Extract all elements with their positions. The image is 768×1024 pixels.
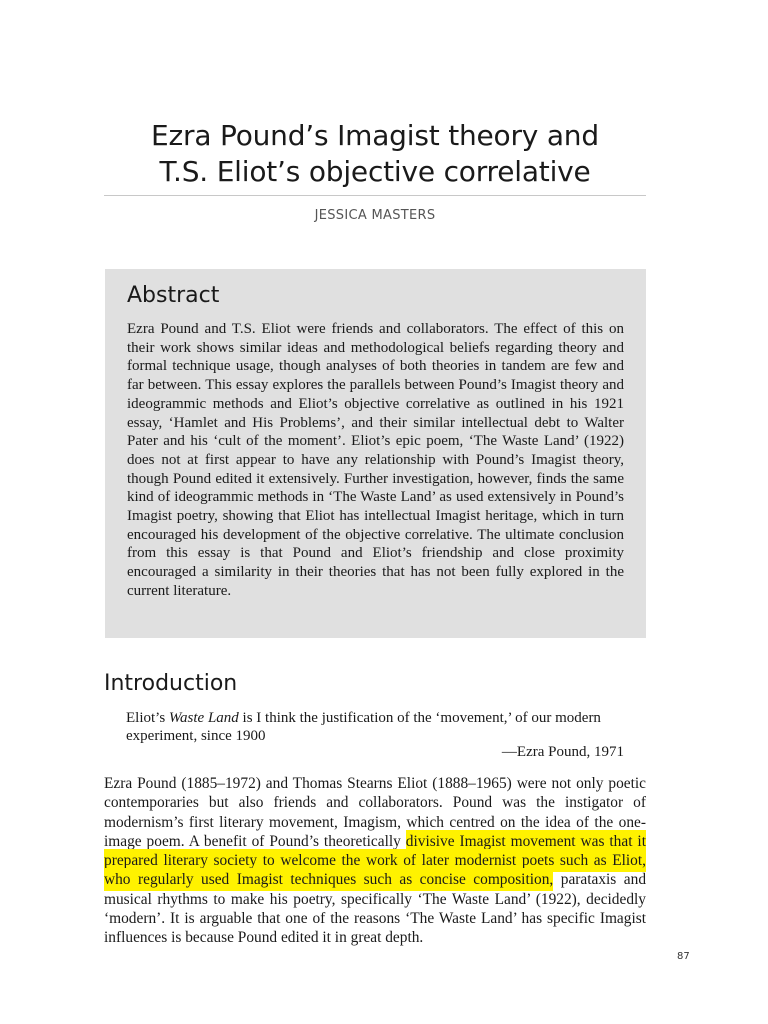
author-name: JESSICA MASTERS [314, 208, 436, 223]
abstract-box [105, 269, 646, 638]
epigraph-attribution: —Ezra Pound, 1971 [501, 744, 624, 760]
epigraph-text-start: Eliot’s [126, 710, 169, 726]
page-number: 87 [677, 951, 690, 962]
article-title-line-2: T.S. Eliot’s objective correlative [159, 155, 591, 188]
title-divider [104, 195, 646, 196]
article-title [104, 118, 646, 190]
introduction-paragraph [104, 774, 646, 948]
introduction-heading: Introduction [104, 671, 238, 696]
abstract-text: Ezra Pound and T.S. Eliot were friends and collaborators. The effect of this on their work shows similar ideas and methodological beliefs regarding theory and formal technique usage, though analyses of both theories in tandem are few and far between. This essay explores the parallels between Pound’s Imagist theory and ideogrammic methods and Eliot’s objective correlative as outlined in his 1921 essay, ‘Hamlet and His Problems’, and their similar intellectual debt to Walter Pater and his ‘cult of the moment’. Eliot’s epic poem, ‘The Waste Land’ (1922) does not at first appear to have any relationship with Pound’s Imagist theory, though Pound edited it extensively. Further investigation, however, finds the same kind of ideogrammic methods in ‘The Waste Land’ as used extensively in Pound’s Imagist poetry, showing that Eliot has intellectual Imagist heritage, which in turn encouraged his development of the objective correlative. The ultimate conclusion from this essay is that Pound and Eliot’s friendship and close proximity encouraged a similarity in their theories that has not been fully explored in the current literature. [127, 321, 624, 599]
paragraph-text-end: parataxis and musical rhythms to make his poetry, specifically ‘The Waste Land’ (1922), decidedly ‘modern’. It is arguable that one of the reasons ‘The Waste Land’ has specific Imagist influences is because Pound edited it in great depth. [104, 871, 647, 947]
epigraph-quote [126, 709, 624, 745]
highlighted-text[interactable]: divisive Imagist movement was that it prepared literary society to welcome the work of later modernist poets such as Eliot, who regularly used Imagist techniques such as concise composition, [104, 832, 646, 889]
epigraph-text-end: is I think the justification of the ‘movement,’ of our modern experiment, since 1900 [126, 710, 601, 744]
article-title-line-1: Ezra Pound’s Imagist theory and [151, 119, 599, 152]
epigraph-italic-title: Waste Land [168, 710, 239, 726]
paragraph-text-start: Ezra Pound (1885–1972) and Thomas Stearns Eliot (1888–1965) were not only poetic contemporaries but also friends and collaborators. Pound was the instigator of modernism’s first literary movement, Imagism, which centred on the idea of the one-image poem. A benefit of Pound’s theoretically [104, 775, 646, 850]
abstract-heading: Abstract [127, 283, 220, 308]
